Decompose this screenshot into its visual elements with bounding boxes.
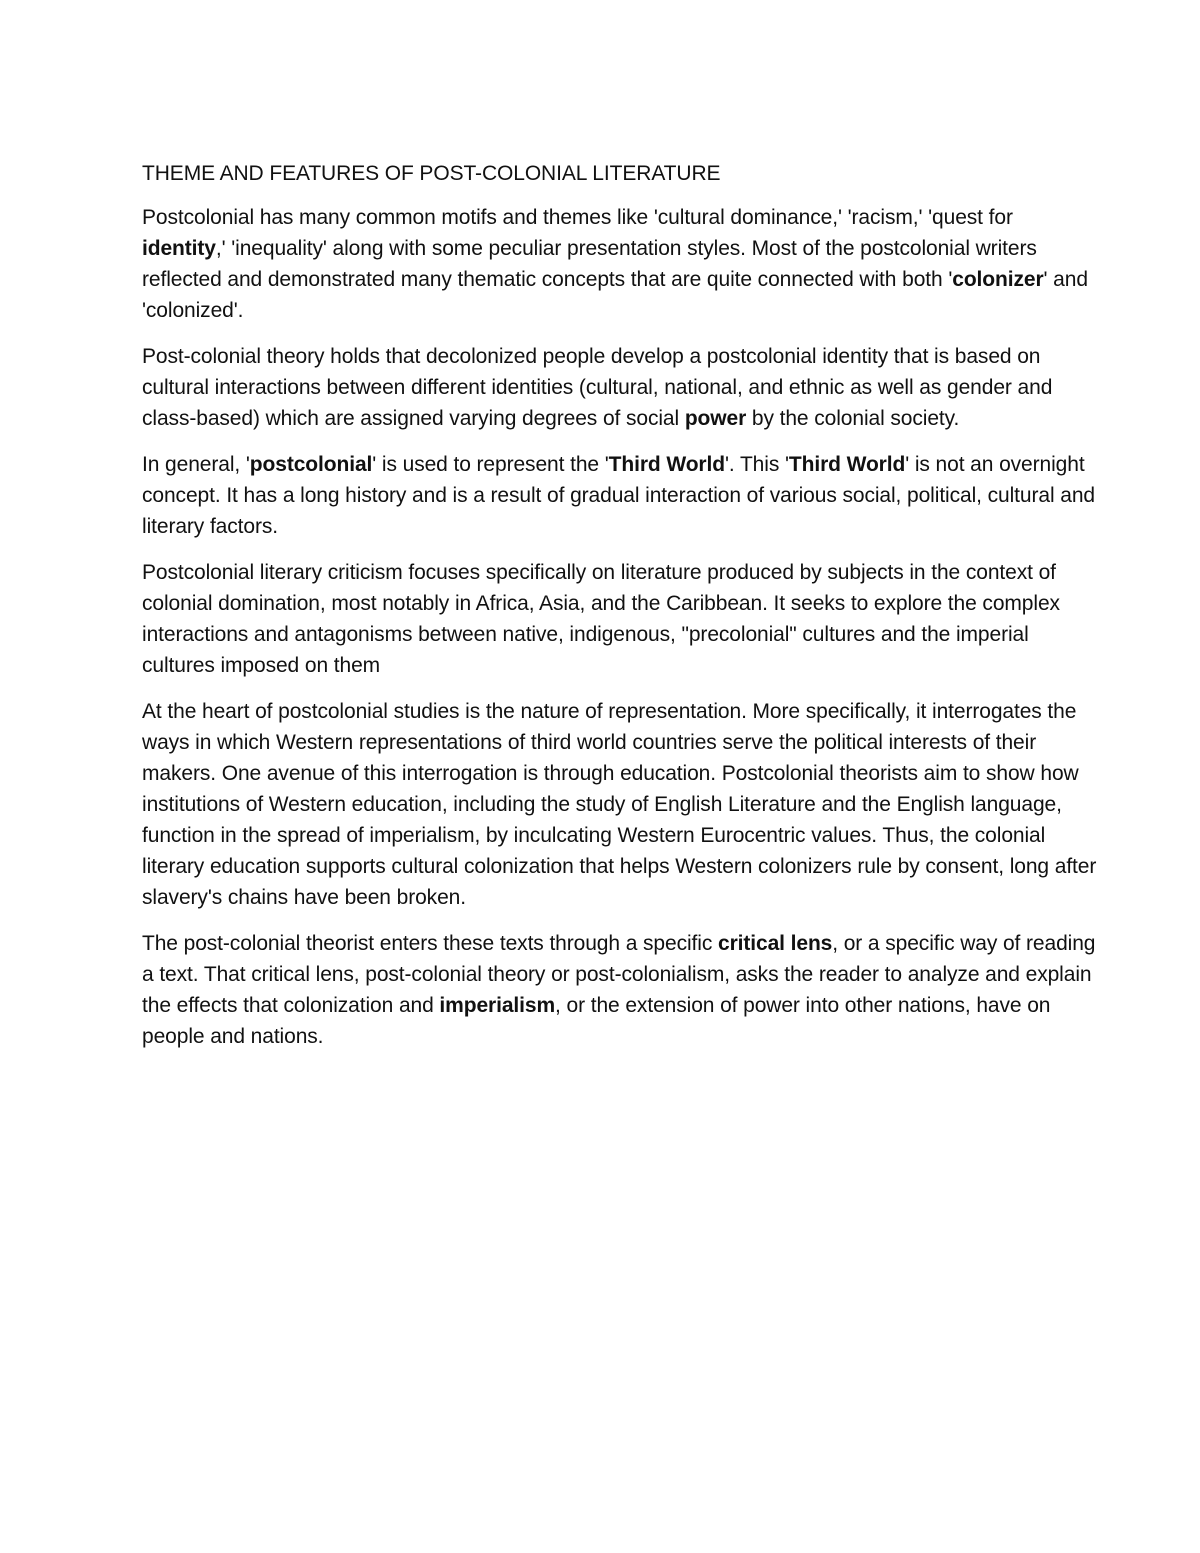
paragraph-text: Post-colonial theory holds that decolonized people develop a postcolonial identity that is based on cultural interactions between different identities (cultural, national, and ethnic as well as gender and class-based) which are assigned varying degrees of social: [142, 345, 1053, 430]
bold-term: identity: [142, 237, 216, 260]
document-body: [142, 202, 1102, 1052]
bold-term: imperialism: [439, 994, 556, 1017]
paragraph-text: ' and 'colonized'.: [142, 268, 1088, 322]
paragraph-text: Postcolonial has many common motifs and themes like 'cultural dominance,' 'racism,' 'quest for: [142, 206, 1013, 229]
body-paragraph: [142, 557, 1102, 681]
body-paragraph: [142, 696, 1102, 913]
paragraph-text: , or the extension of power into other nations, have on people and nations.: [142, 994, 1051, 1048]
body-paragraph: [142, 928, 1102, 1052]
paragraph-text: ' is not an overnight concept. It has a long history and is a result of gradual interaction of various social, political, cultural and literary factors.: [142, 453, 1095, 538]
paragraph-text: Postcolonial literary criticism focuses specifically on literature produced by subjects in the context of colonial domination, most notably in Africa, Asia, and the Caribbean. It seeks to explore the complex interactions and antagonisms between native, indigenous, "precolonial" cultures and the imperial cultures imposed on them: [142, 561, 1060, 677]
paragraph-text: ,' 'inequality' along with some peculiar presentation styles. Most of the postcolonial writers reflected and demonstrated many thematic concepts that are quite connected with both ': [142, 237, 1037, 291]
bold-term: colonizer: [952, 268, 1044, 291]
paragraph-text: At the heart of postcolonial studies is the nature of representation. More specifically, it interrogates the ways in which Western representations of third world countries serve the political interests of their makers. One avenue of this interrogation is through education. Postcolonial theorists aim to show how institutions of Western education, including the study of English Literature and the English language, function in the spread of imperialism, by inculcating Western Eurocentric values. Thus, the colonial literary education supports cultural colonization that helps Western colonizers rule by consent, long after slavery's chains have been broken.: [142, 700, 1097, 909]
bold-term: postcolonial: [249, 453, 373, 476]
paragraph-text: by the colonial society.: [746, 407, 960, 430]
document-page: [142, 158, 1102, 1067]
paragraph-text: In general, ': [142, 453, 250, 476]
bold-term: critical lens: [717, 932, 833, 955]
document-title: THEME AND FEATURES OF POST-COLONIAL LITERATURE: [142, 162, 721, 185]
paragraph-text: The post-colonial theorist enters these texts through a specific: [142, 932, 718, 955]
bold-term: Third World: [608, 453, 725, 476]
paragraph-text: , or a specific way of reading a text. That critical lens, post-colonial theory or post-colonialism, asks the reader to analyze and explain the effects that colonization and: [142, 932, 1096, 1017]
paragraph-text: '. This ': [724, 453, 789, 476]
body-paragraph: [142, 449, 1102, 542]
bold-term: Third World: [788, 453, 906, 476]
body-paragraph: [142, 341, 1102, 434]
paragraph-text: ' is used to represent the ': [372, 453, 609, 476]
bold-term: power: [684, 407, 747, 430]
body-paragraph: [142, 202, 1102, 326]
